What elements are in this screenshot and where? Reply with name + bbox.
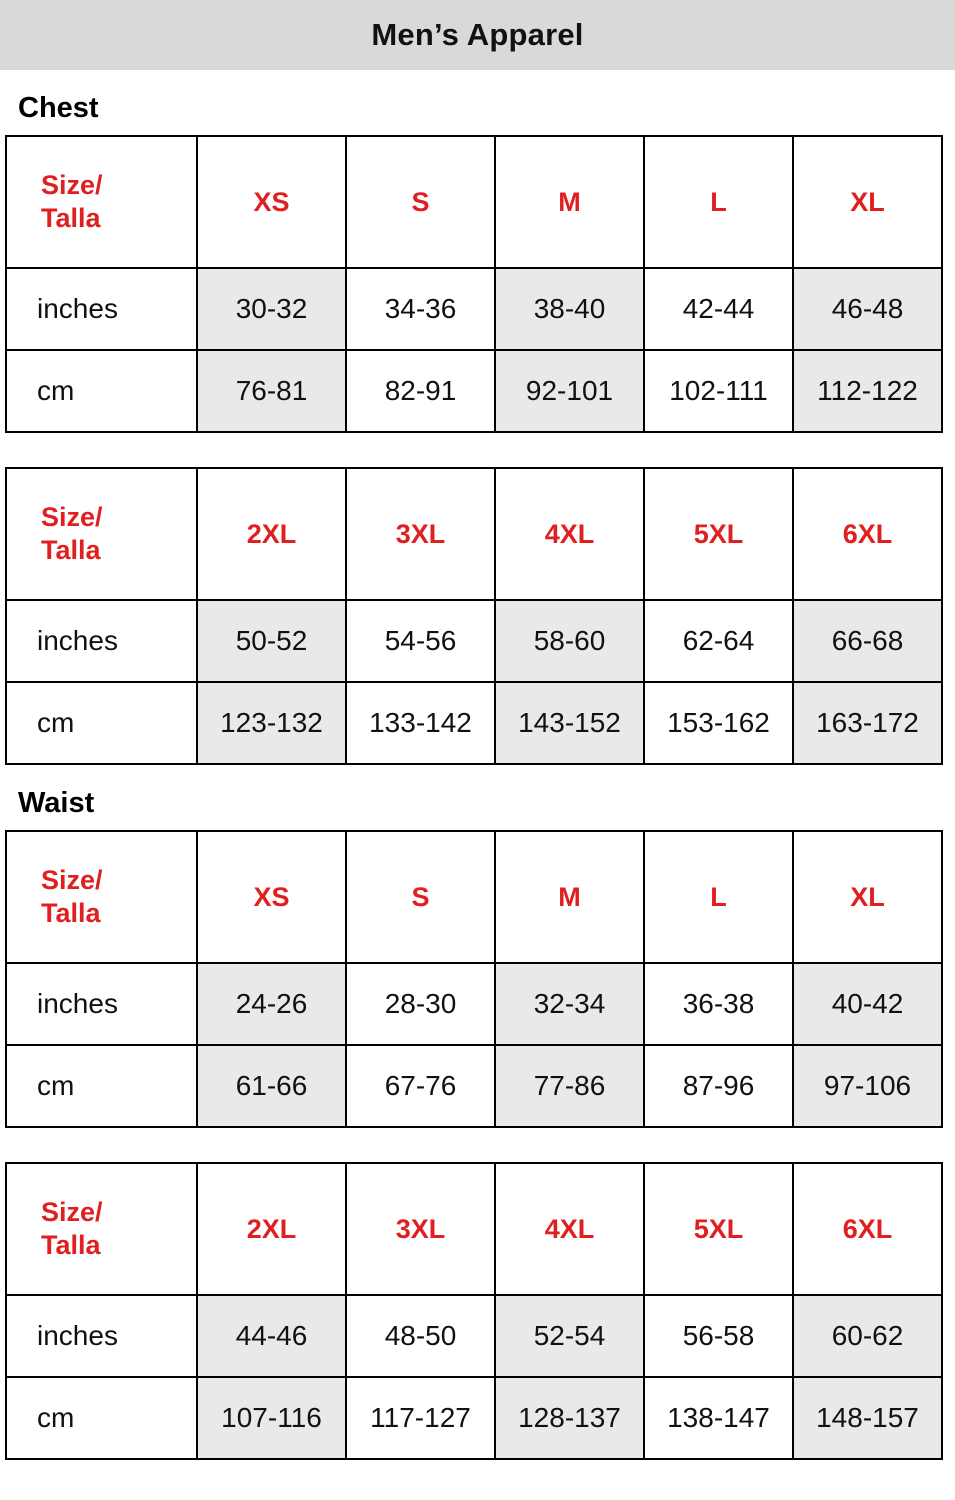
measure-cell: 34-36	[346, 268, 495, 350]
table-row	[6, 1377, 942, 1459]
size-label-line2: Talla	[41, 535, 101, 565]
unit-label: cm	[6, 350, 197, 432]
table-row	[6, 831, 942, 963]
column-header: XS	[197, 831, 346, 963]
size-label-line1: Size/	[41, 865, 103, 896]
size-label-line1: Size/	[41, 502, 103, 533]
measure-cell: 128-137	[495, 1377, 644, 1459]
measure-cell: 61-66	[197, 1045, 346, 1127]
chest-table-2xl-6xl	[5, 467, 943, 765]
measure-cell: 67-76	[346, 1045, 495, 1127]
column-header: XL	[793, 831, 942, 963]
column-header: XS	[197, 136, 346, 268]
waist-table-xs-xl	[5, 830, 943, 1128]
measure-cell: 77-86	[495, 1045, 644, 1127]
measure-cell: 54-56	[346, 600, 495, 682]
size-label-line2: Talla	[41, 898, 101, 928]
measure-cell: 143-152	[495, 682, 644, 764]
column-header: L	[644, 136, 793, 268]
column-header: S	[346, 831, 495, 963]
table-row	[6, 1163, 942, 1295]
size-label-line2: Talla	[41, 203, 101, 233]
measure-cell: 112-122	[793, 350, 942, 432]
size-label-cell	[6, 136, 197, 268]
table-row	[6, 682, 942, 764]
measure-cell: 50-52	[197, 600, 346, 682]
measure-cell: 24-26	[197, 963, 346, 1045]
size-label-line1: Size/	[41, 1197, 103, 1228]
unit-label: inches	[6, 600, 197, 682]
measure-cell: 38-40	[495, 268, 644, 350]
measure-cell: 52-54	[495, 1295, 644, 1377]
page-title: Men’s Apparel	[371, 17, 584, 52]
measure-cell: 66-68	[793, 600, 942, 682]
measure-cell: 40-42	[793, 963, 942, 1045]
unit-label: cm	[6, 682, 197, 764]
table-row	[6, 963, 942, 1045]
section-heading-waist: Waist	[18, 787, 95, 819]
column-header: S	[346, 136, 495, 268]
measure-cell: 163-172	[793, 682, 942, 764]
column-header: 2XL	[197, 468, 346, 600]
measure-cell: 58-60	[495, 600, 644, 682]
chest-table-xs-xl	[5, 135, 943, 433]
column-header: 5XL	[644, 1163, 793, 1295]
measure-cell: 133-142	[346, 682, 495, 764]
measure-cell: 76-81	[197, 350, 346, 432]
table-row	[6, 600, 942, 682]
measure-cell: 32-34	[495, 963, 644, 1045]
column-header: M	[495, 136, 644, 268]
unit-label: inches	[6, 1295, 197, 1377]
measure-cell: 60-62	[793, 1295, 942, 1377]
measure-cell: 153-162	[644, 682, 793, 764]
table-row	[6, 268, 942, 350]
unit-label: cm	[6, 1377, 197, 1459]
measure-cell: 56-58	[644, 1295, 793, 1377]
table-gap	[0, 1128, 955, 1162]
section-heading-chest: Chest	[18, 92, 99, 124]
size-label-line2: Talla	[41, 1230, 101, 1260]
size-label-cell	[6, 1163, 197, 1295]
column-header: 4XL	[495, 1163, 644, 1295]
table-row	[6, 350, 942, 432]
measure-cell: 62-64	[644, 600, 793, 682]
measure-cell: 42-44	[644, 268, 793, 350]
column-header: 3XL	[346, 1163, 495, 1295]
measure-cell: 97-106	[793, 1045, 942, 1127]
measure-cell: 82-91	[346, 350, 495, 432]
table-row	[6, 136, 942, 268]
column-header: 3XL	[346, 468, 495, 600]
column-header: 4XL	[495, 468, 644, 600]
column-header: 6XL	[793, 1163, 942, 1295]
waist-table-2xl-6xl	[5, 1162, 943, 1460]
table-row	[6, 468, 942, 600]
measure-cell: 123-132	[197, 682, 346, 764]
column-header: L	[644, 831, 793, 963]
measure-cell: 46-48	[793, 268, 942, 350]
measure-cell: 117-127	[346, 1377, 495, 1459]
column-header: 5XL	[644, 468, 793, 600]
table-gap	[0, 433, 955, 467]
column-header: 6XL	[793, 468, 942, 600]
measure-cell: 148-157	[793, 1377, 942, 1459]
measure-cell: 87-96	[644, 1045, 793, 1127]
unit-label: inches	[6, 963, 197, 1045]
measure-cell: 107-116	[197, 1377, 346, 1459]
measure-cell: 28-30	[346, 963, 495, 1045]
measure-cell: 48-50	[346, 1295, 495, 1377]
unit-label: inches	[6, 268, 197, 350]
measure-cell: 36-38	[644, 963, 793, 1045]
column-header: 2XL	[197, 1163, 346, 1295]
measure-cell: 138-147	[644, 1377, 793, 1459]
measure-cell: 102-111	[644, 350, 793, 432]
measure-cell: 92-101	[495, 350, 644, 432]
measure-cell: 30-32	[197, 268, 346, 350]
column-header: XL	[793, 136, 942, 268]
title-bar	[0, 0, 955, 70]
column-header: M	[495, 831, 644, 963]
measure-cell: 44-46	[197, 1295, 346, 1377]
size-label-cell	[6, 831, 197, 963]
table-row	[6, 1295, 942, 1377]
size-label-line1: Size/	[41, 170, 103, 201]
unit-label: cm	[6, 1045, 197, 1127]
size-label-cell	[6, 468, 197, 600]
table-row	[6, 1045, 942, 1127]
